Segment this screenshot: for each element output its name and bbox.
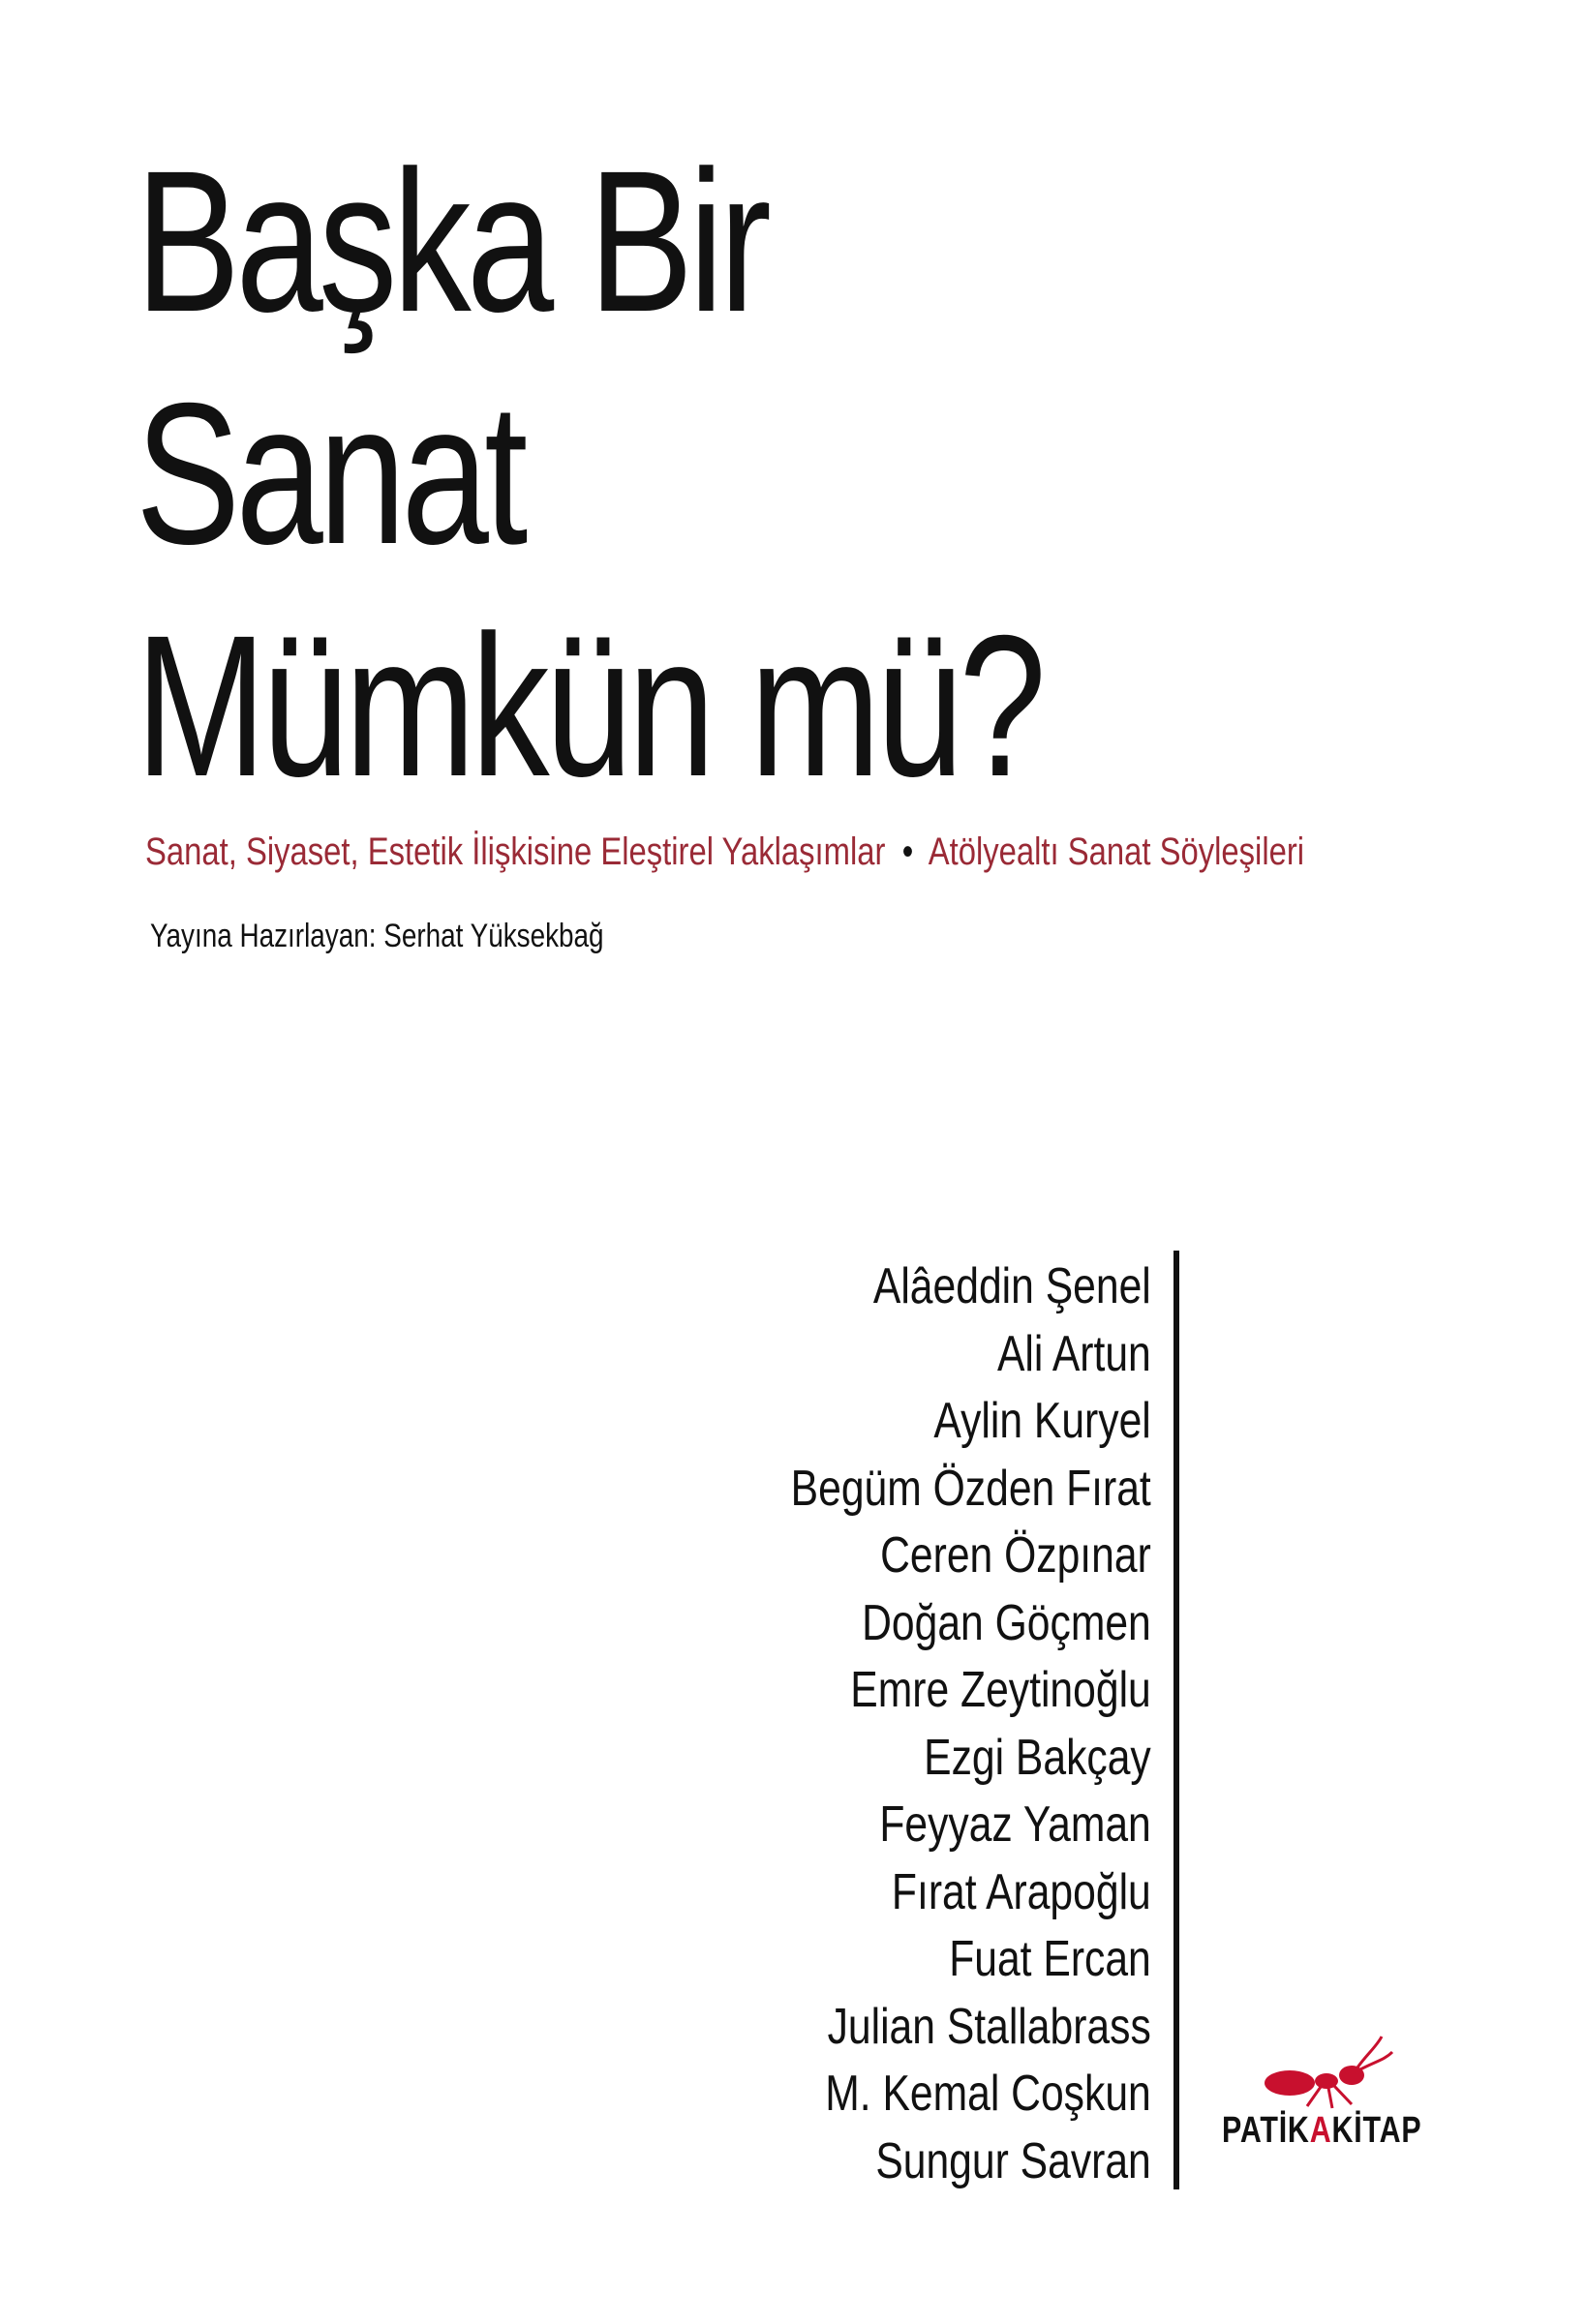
author-name: Ali Artun (997, 1325, 1151, 1382)
author-name: Fuat Ercan (949, 1931, 1151, 1987)
author-name: Alâeddin Şenel (873, 1258, 1151, 1314)
author-name: Ceren Özpınar (880, 1527, 1151, 1584)
subtitle-left: Sanat, Siyaset, Estetik İlişkisine Eleştirel Yaklaşımlar (145, 830, 886, 873)
author-name: Julian Stallabrass (827, 1998, 1151, 2055)
title-line: Başka Bir (136, 130, 768, 354)
author-name: Fırat Arapoğlu (892, 1863, 1151, 1920)
publisher-name-right: KİTAP (1331, 2110, 1422, 2151)
author-name: Begüm Özden Fırat (790, 1460, 1151, 1517)
author-name: Ezgi Bakçay (924, 1729, 1151, 1786)
publisher-logo (1222, 2033, 1454, 2158)
author-list (712, 1253, 1151, 2195)
vertical-rule (1174, 1251, 1179, 2189)
bullet-separator: • (901, 830, 914, 873)
author-name: Doğan Göçmen (862, 1594, 1151, 1651)
publisher-name-accent: A (1309, 2110, 1332, 2151)
ant-icon (1251, 2033, 1416, 2110)
publisher-name-left: PATİK (1222, 2110, 1310, 2151)
title-line: Mümkün mü? (136, 594, 1042, 819)
author-name: Feyyaz Yaman (879, 1796, 1151, 1853)
title-line: Sanat (136, 362, 524, 587)
author-name: M. Kemal Coşkun (825, 2066, 1151, 2122)
subtitle (145, 830, 1305, 874)
author-name: Aylin Kuryel (933, 1393, 1151, 1449)
subtitle-right: Atölyealtı Sanat Söyleşileri (928, 830, 1305, 873)
publisher-name (1222, 2110, 1421, 2152)
author-name: Sungur Savran (875, 2132, 1151, 2189)
author-name: Emre Zeytinoğlu (850, 1662, 1151, 1718)
editor-credit: Yayına Hazırlayan: Serhat Yüksekbağ (150, 918, 604, 954)
book-title (136, 126, 1297, 823)
